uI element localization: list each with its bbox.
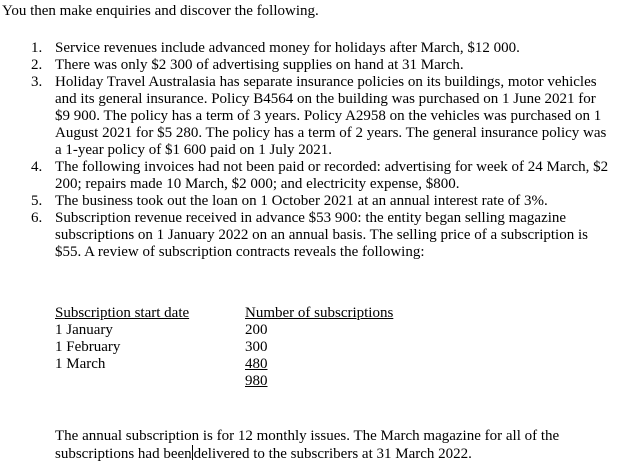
list-item-3: [0, 74, 619, 159]
list-item-6: [0, 210, 619, 261]
enquiry-list: [0, 40, 619, 261]
table-cell-count: 200: [245, 322, 268, 338]
table-cell-count: 480: [245, 356, 268, 372]
list-item-4: [0, 159, 619, 193]
item-number: 6.: [31, 210, 43, 226]
count-column: [245, 305, 393, 390]
item-number: 5.: [31, 193, 43, 209]
item-text: There was only $2 300 of advertising supplies on hand at 31 March.: [55, 57, 464, 73]
table-cell-date: 1 February: [55, 339, 121, 355]
table-cell-date: 1 March: [55, 356, 106, 372]
start-date-column: [55, 305, 189, 373]
table-header-count: Number of subscriptions: [245, 305, 394, 321]
list-item-5: [0, 193, 619, 210]
item-number: 1.: [31, 40, 43, 56]
item-text: The following invoices had not been paid or recorded: advertising for week of 24 March, $2 200; repairs made 10 March, $2 000; and electricity expense, $800.: [55, 159, 609, 192]
table-cell-count: 300: [245, 339, 268, 355]
item-text: Holiday Travel Australasia has separate insurance policies on its buildings, motor vehicles and its general insurance. Policy B4564 on the building was purchased on 1 June 2021 for $9 900. The policy has a term of 3 years. Policy A2958 on the vehicles was purchased on 1 August 2021 for $5 280. The policy has a term of 2 years. The general insurance policy was a 1-year policy of $1 600 paid on 1 July 2021.: [55, 74, 607, 158]
item-number: 4.: [31, 159, 43, 175]
item-text: Subscription revenue received in advance $53 900: the entity began selling magazine subscriptions on 1 January 2022 on an annual basis. The selling price of a subscription is $55. A review of subscription contracts reveals the following:: [55, 210, 588, 260]
table-total: 980: [245, 373, 268, 389]
item-number: 3.: [31, 74, 43, 90]
table-header-start-date: Subscription start date: [55, 305, 190, 321]
closing-text-end: delivered to the subscribers at 31 March 2022.: [193, 446, 472, 462]
table-cell-date: 1 January: [55, 322, 113, 338]
intro-text: You then make enquiries and discover the following.: [2, 3, 319, 19]
closing-text: The annual subscription is for 12 monthly issues. The March magazine for all of the subscriptions had been: [55, 428, 560, 462]
list-item-1: [0, 40, 619, 57]
closing-paragraph: [55, 428, 610, 463]
item-text: Service revenues include advanced money for holidays after March, $12 000.: [55, 40, 520, 56]
list-item-2: [0, 57, 619, 74]
item-number: 2.: [31, 57, 43, 73]
item-text: The business took out the loan on 1 October 2021 at an annual interest rate of 3%.: [55, 193, 548, 209]
